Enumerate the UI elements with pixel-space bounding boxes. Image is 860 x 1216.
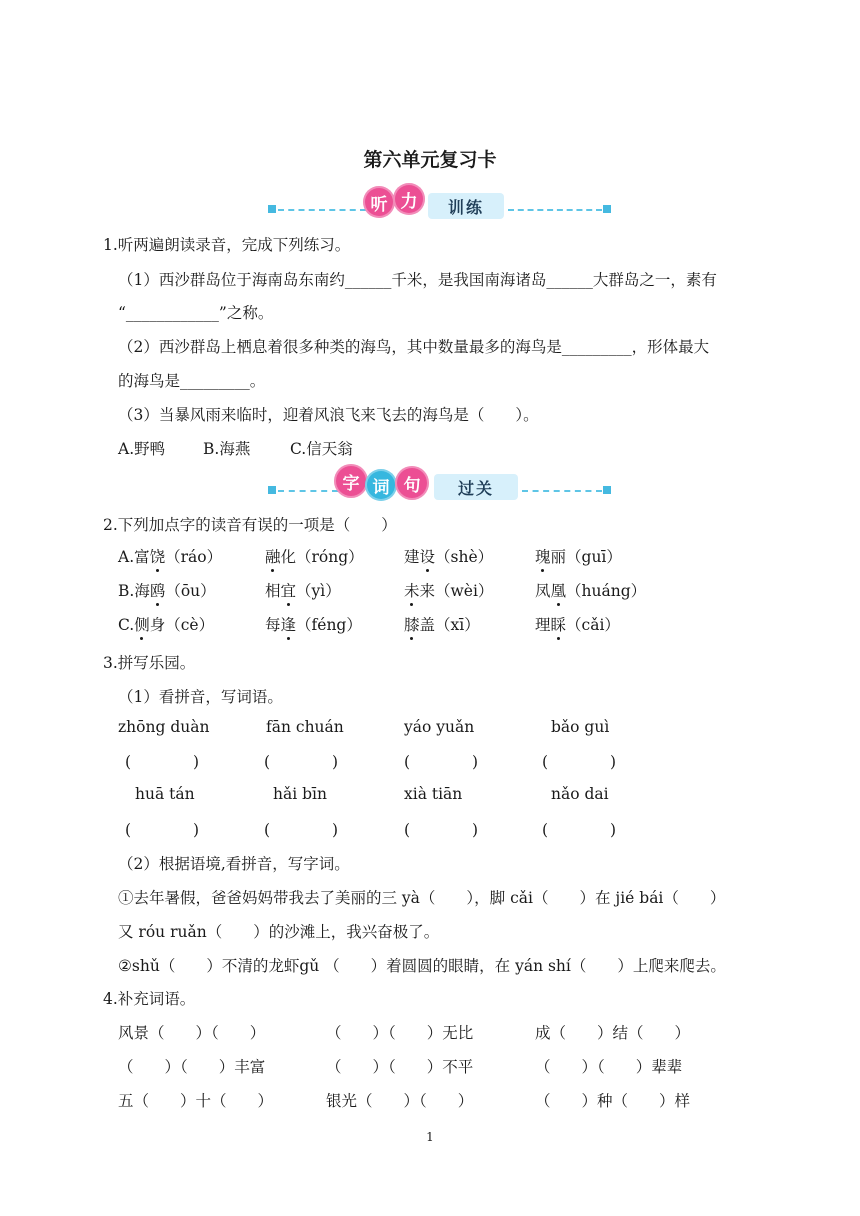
q1-part2-line2: 的海鸟是_________。 [118,372,266,390]
q2-item-dotted-char: 睬 [551,613,567,635]
q3-sub1: （1）看拼音，写词语。 [118,688,283,706]
q1-part2-line1: （2）西沙群岛上栖息着很多种类的海鸟，其中数量最多的海鸟是_________，形体最大 [118,338,710,356]
banner-char-ci: 词 [365,469,397,501]
q3-sentence1-line2: 又 róu ruǎn（ ）的沙滩上，我兴奋极了。 [118,923,440,941]
q2-item-post: 盖（xī） [419,616,480,634]
banner-dash-left [278,490,338,492]
q3-sentence2: ②shǔ（ ）不清的龙虾gǔ （ ）着圆圆的眼睛，在 yán shí（ ）上爬来爬去。 [118,957,726,975]
q2-item [535,579,646,601]
idiom-blank: （ ）种（ ）样 [535,1092,691,1110]
q2-item-dotted-char: 侧 [134,613,150,635]
q2-item-pre: 相 [265,582,281,600]
q2-item-post: 身（cè） [149,616,215,634]
q2-item-dotted-char: 融 [265,545,281,567]
q1-part1-line2: “____________”之称。 [118,304,274,322]
q2-item-post: （féng） [296,616,362,634]
q1-stem: 1.听两遍朗读录音，完成下列练习。 [103,236,351,254]
idiom-blank: （ ）（ ）不平 [326,1058,474,1076]
q3-stem: 3.拼写乐园。 [103,654,196,672]
q2-item [535,613,620,635]
q2-item [118,579,216,601]
q2-item-dotted-char: 逢 [281,613,297,635]
q2-item-dotted-char: 饶 [150,545,166,567]
q2-item [265,579,341,601]
answer-bracket: ( ) [542,753,617,771]
q2-item [404,613,480,635]
banner-dash-right [508,209,602,211]
banner-tag: 过关 [434,474,518,500]
answer-bracket: ( ) [404,753,479,771]
q1-part3: （3）当暴风雨来临时，迎着风浪飞来飞去的海鸟是（ ）。 [118,406,539,424]
q2-item-post: （cǎi） [566,616,620,634]
idiom-blank: （ ）（ ）辈辈 [535,1058,683,1076]
idiom-blank: 成（ ）结（ ） [535,1024,691,1042]
banner-char-zi: 字 [334,464,368,498]
q2-item-post: 来（wèi） [419,582,494,600]
pinyin-word: hǎi bīn [273,785,327,803]
q2-item-dotted-char: 未 [404,579,420,601]
q3-sub2: （2）根据语境,看拼音，写字词。 [118,855,350,873]
q2-stem: 2.下列加点字的读音有误的一项是（ ） [103,516,397,534]
pinyin-word: yáo yuǎn [404,718,475,736]
answer-bracket: ( ) [125,753,200,771]
q2-item-dotted-char: 宜 [281,579,297,601]
banner-dash-left [278,209,366,211]
q1-option-c: C.信天翁 [290,440,353,458]
pinyin-word: xià tiān [404,785,463,803]
q2-item-pre: 理 [535,616,551,634]
q2-item-pre: C. [118,616,135,634]
pinyin-word: fān chuán [266,718,344,736]
q2-item-dotted-char: 瑰 [535,545,551,567]
banner-square-right [603,486,611,494]
answer-bracket: ( ) [264,821,339,839]
banner-dash-right [522,490,602,492]
q2-item-dotted-char: 鸥 [150,579,166,601]
banner-square-left [268,205,276,213]
answer-bracket: ( ) [264,753,339,771]
q2-item-pre: 凤 [535,582,551,600]
idiom-blank: 风景（ ）（ ） [118,1024,266,1042]
q2-item-pre: 每 [265,616,281,634]
q2-item-post: （huáng） [566,582,647,600]
page-number: 1 [426,1130,434,1144]
idiom-blank: 银光（ ）（ ） [326,1092,474,1110]
answer-bracket: ( ) [404,821,479,839]
section-banner-listening [268,183,613,223]
idiom-blank: （ ）（ ）无比 [326,1024,474,1042]
q2-item-post: 丽（guī） [550,548,622,566]
q2-item [404,545,493,567]
q2-item [265,545,364,567]
q2-item [118,613,214,635]
idiom-blank: （ ）（ ）丰富 [118,1058,266,1076]
q2-item-post: 化（róng） [280,548,364,566]
q2-item-dotted-char: 设 [420,545,436,567]
q1-option-a: A.野鸭 [118,440,166,458]
q2-item-pre: A.富 [118,548,150,566]
pinyin-word: bǎo guì [551,718,610,736]
q1-part1-line1: （1）西沙群岛位于海南岛东南约______千米，是我国南海诸岛______大群岛之一，素有 [118,271,717,289]
q2-item [535,545,622,567]
q2-item-post: （yì） [296,582,341,600]
pinyin-word: zhōng duàn [118,718,210,736]
q2-item-post: （ōu） [165,582,216,600]
q2-item-post: （ráo） [165,548,223,566]
q2-item-dotted-char: 膝 [404,613,420,635]
section-banner-words [268,464,613,504]
q2-item [118,545,222,567]
answer-bracket: ( ) [125,821,200,839]
banner-square-left [268,486,276,494]
pinyin-word: nǎo dai [551,785,609,803]
q2-item [404,579,493,601]
q2-item-dotted-char: 凰 [551,579,567,601]
page-title: 第六单元复习卡 [363,149,497,171]
banner-char-ting: 听 [363,186,395,218]
idiom-blank: 五（ ）十（ ） [118,1092,274,1110]
q2-item-pre: B.海 [118,582,150,600]
answer-bracket: ( ) [542,821,617,839]
banner-char-ju: 句 [395,466,429,500]
q1-option-b: B.海燕 [203,440,251,458]
banner-square-right [603,205,611,213]
q3-sentence1-line1: ①去年暑假，爸爸妈妈带我去了美丽的三 yà（ ），脚 cǎi（ ）在 jié bái（ ） [118,889,726,907]
q2-item [265,613,362,635]
pinyin-word: huā tán [135,785,195,803]
q4-stem: 4.补充词语。 [103,990,196,1008]
banner-tag: 训练 [428,193,504,219]
q2-item-post: （shè） [435,548,494,566]
banner-char-li: 力 [393,183,425,215]
q2-item-pre: 建 [404,548,420,566]
